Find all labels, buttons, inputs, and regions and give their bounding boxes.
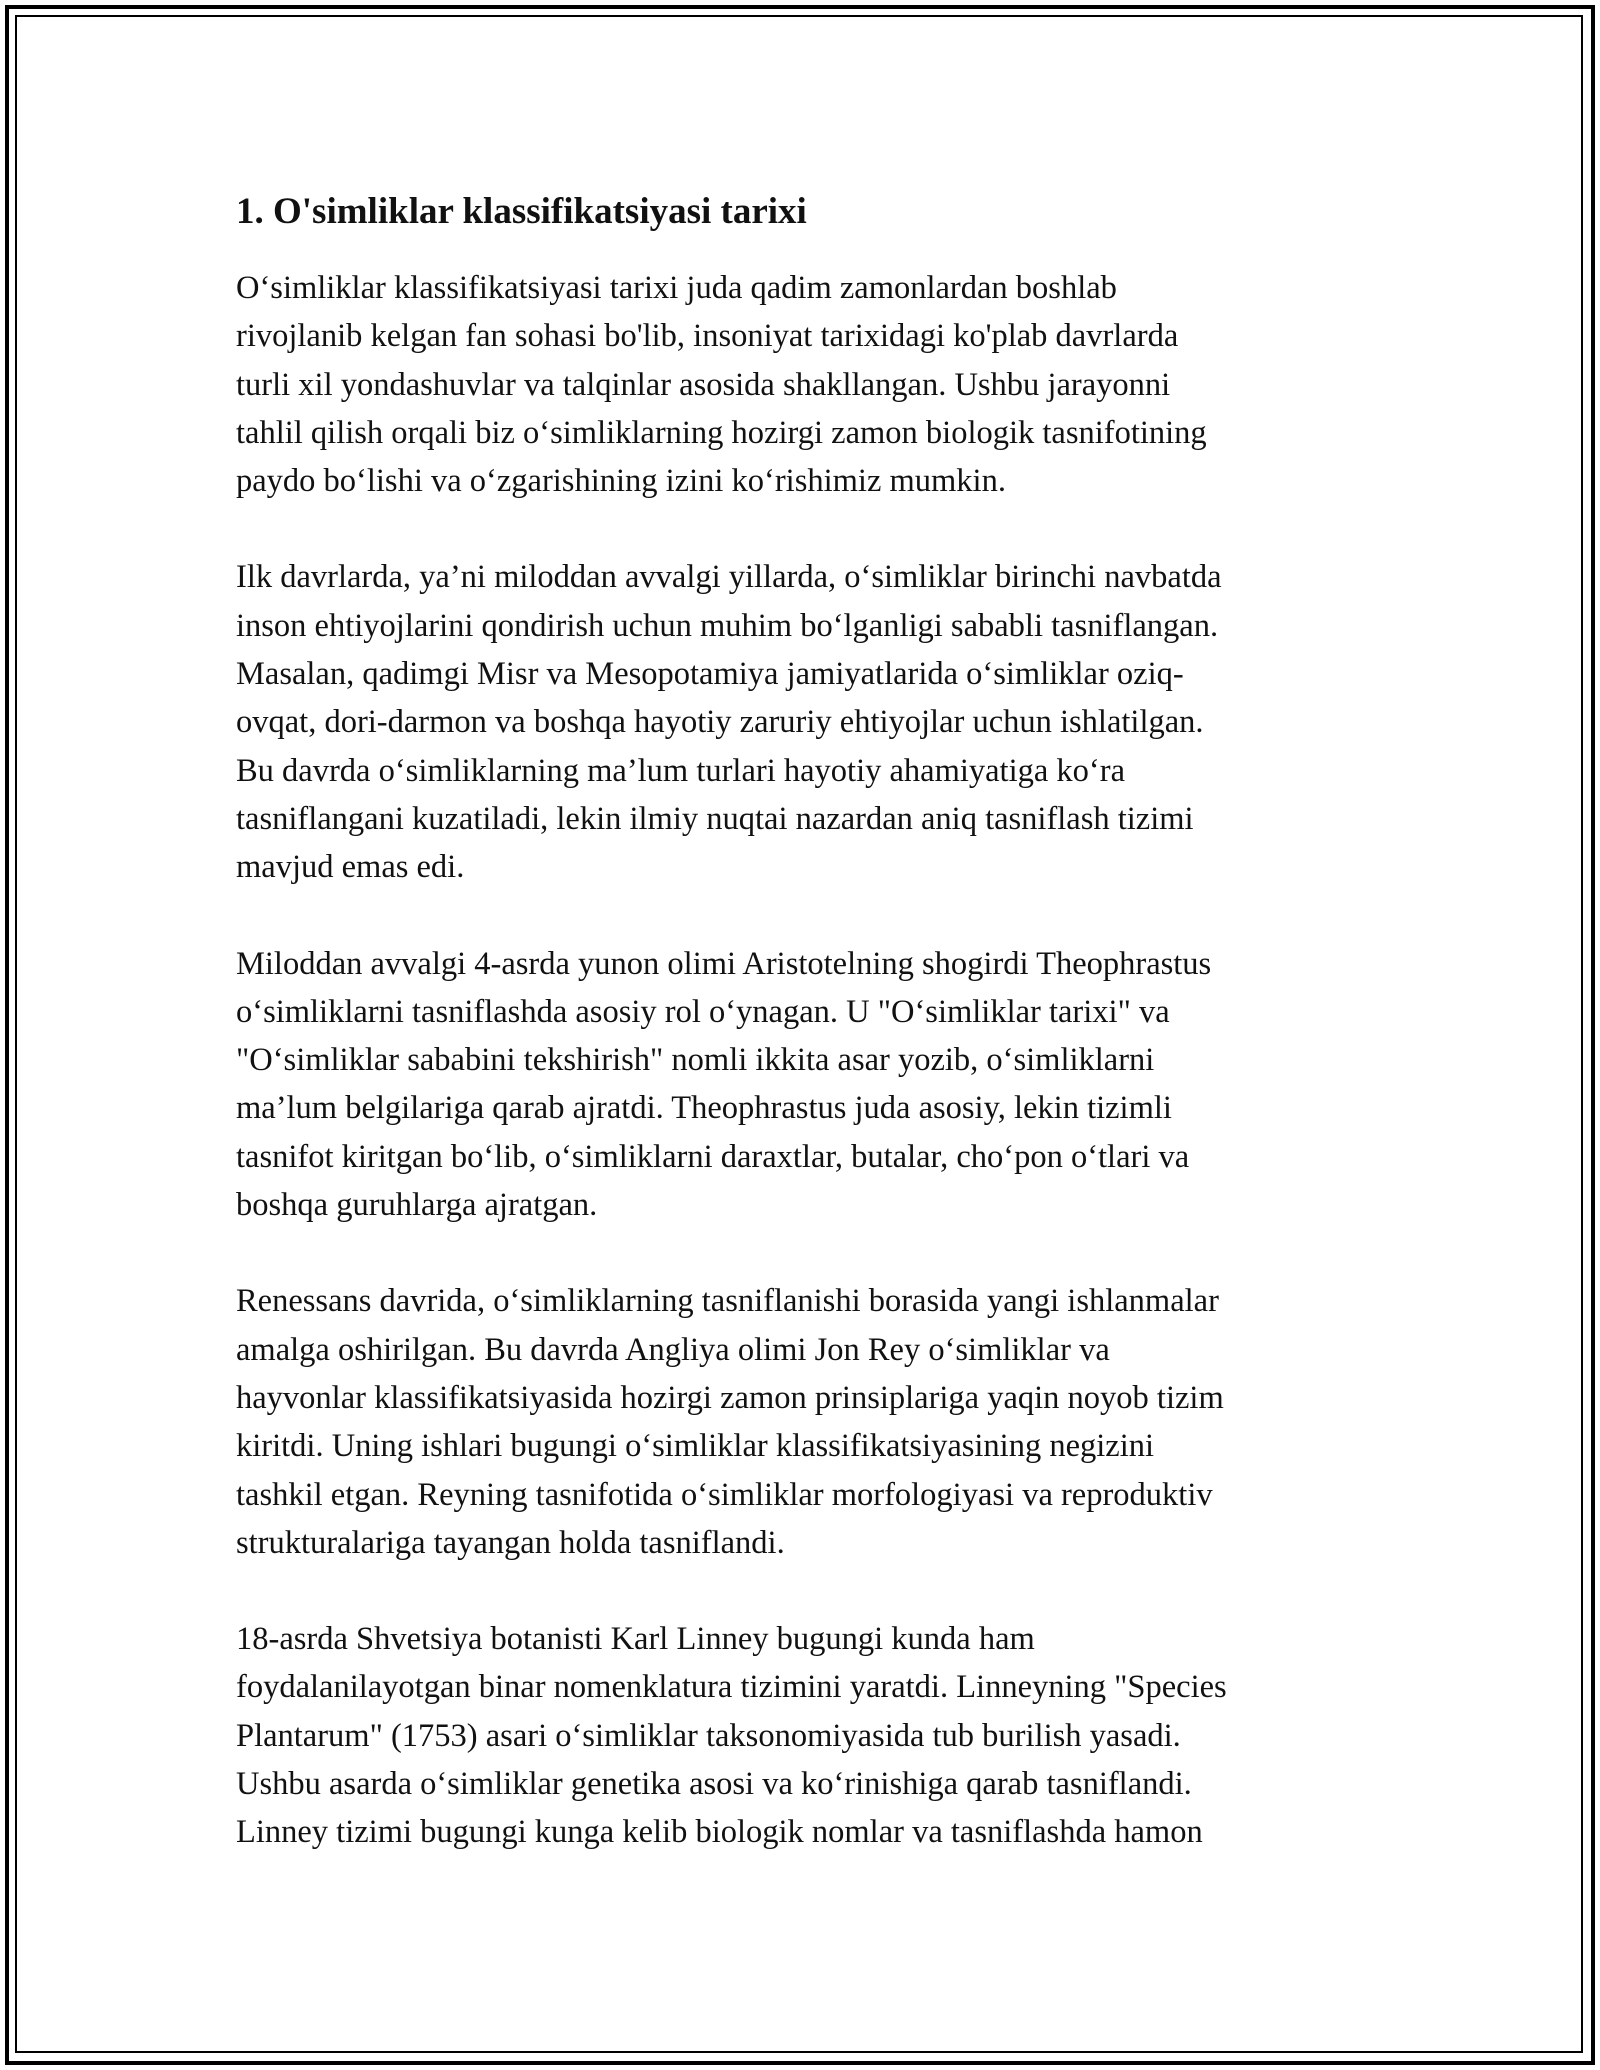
paragraph-line: rivojlanib kelgan fan sohasi bo'lib, insoniyat tarixidagi ko'plab davrlarda — [236, 318, 1179, 355]
paragraph-line: tahlil qilish orqali biz o‘simliklarning hozirgi zamon biologik tasnifotining — [236, 414, 1207, 451]
document-heading: 1. O'simliklar klassifikatsiyasi tarixi — [236, 191, 807, 232]
paragraph-line: inson ehtiyojlarini qondirish uchun muhim bo‘lganligi sababli tasniflangan. — [236, 607, 1219, 644]
paragraph-line: Linney tizimi bugungi kunga kelib biologik nomlar va tasniflashda hamon — [236, 1814, 1203, 1851]
paragraph-3 — [236, 940, 1366, 1230]
paragraph-line: foydalanilayotgan binar nomenklatura tizimini yaratdi. Linneyning "Species — [236, 1669, 1227, 1706]
paragraph-5 — [236, 1615, 1366, 1856]
paragraph-line: Ushbu asarda o‘simliklar genetika asosi va ko‘rinishiga qarab tasniflandi. — [236, 1766, 1192, 1803]
paragraph-line: Masalan, qadimgi Misr va Mesopotamiya jamiyatlarida o‘simliklar oziq- — [236, 656, 1184, 693]
paragraph-line: hayvonlar klassifikatsiyasida hozirgi zamon prinsiplariga yaqin noyob tizim — [236, 1379, 1224, 1416]
paragraph-line: 18-asrda Shvetsiya botanisti Karl Linney bugungi kunda ham — [236, 1621, 1035, 1658]
paragraph-line: kiritdi. Uning ishlari bugungi o‘simliklar klassifikatsiyasining negizini — [236, 1428, 1155, 1465]
paragraph-line: mavjud emas edi. — [236, 849, 465, 886]
paragraph-line: Plantarum" (1753) asari o‘simliklar taksonomiyasida tub burilish yasadi. — [236, 1717, 1181, 1754]
paragraph-line: tasniflangani kuzatiladi, lekin ilmiy nuqtai nazardan aniq tasniflash tizimi — [236, 800, 1194, 837]
paragraph-line: Renessans davrida, o‘simliklarning tasniflanishi borasida yangi ishlanmalar — [236, 1283, 1219, 1320]
paragraph-line: tashkil etgan. Reyning tasnifotida o‘simliklar morfologiyasi va reproduktiv — [236, 1476, 1213, 1513]
paragraph-2 — [236, 553, 1366, 891]
paragraph-line: turli xil yondashuvlar va talqinlar asosida shakllangan. Ushbu jarayonni — [236, 366, 1171, 403]
paragraph-line: boshqa guruhlarga ajratgan. — [236, 1187, 598, 1224]
paragraph-line: "O‘simliklar sababini tekshirish" nomli ikkita asar yozib, o‘simliklarni — [236, 1042, 1155, 1079]
paragraph-line: Bu davrda o‘simliklarning ma’lum turlari hayotiy ahamiyatiga ko‘ra — [236, 752, 1125, 789]
paragraph-line: Ilk davrlarda, ya’ni miloddan avvalgi yillarda, o‘simliklar birinchi navbatda — [236, 559, 1222, 596]
paragraph-line: paydo bo‘lishi va o‘zgarishining izini ko‘rishimiz mumkin. — [236, 463, 1006, 500]
paragraph-4 — [236, 1277, 1366, 1567]
document-body — [236, 188, 1366, 1905]
paragraph-line: amalga oshirilgan. Bu davrda Angliya olimi Jon Rey o‘simliklar va — [236, 1331, 1110, 1368]
paragraph-line: tasnifot kiritgan bo‘lib, o‘simliklarni daraxtlar, butalar, cho‘pon o‘tlari va — [236, 1138, 1190, 1175]
paragraph-line: strukturalariga tayangan holda tasniflandi. — [236, 1524, 785, 1561]
paragraph-line: O‘simliklar klassifikatsiyasi tarixi juda qadim zamonlardan boshlab — [236, 270, 1117, 306]
paragraph-line: Miloddan avvalgi 4-asrda yunon olimi Aristotelning shogirdi Theophrastus — [236, 945, 1212, 982]
paragraph-line: ma’lum belgilariga qarab ajratdi. Theophrastus juda asosiy, lekin tizimli — [236, 1090, 1172, 1127]
paragraph-line: ovqat, dori-darmon va boshqa hayotiy zaruriy ehtiyojlar uchun ishlatilgan. — [236, 704, 1204, 741]
paragraph-1 — [236, 264, 1366, 505]
paragraph-line: o‘simliklarni tasniflashda asosiy rol o‘ynagan. U "O‘simliklar tarixi" va — [236, 993, 1170, 1030]
